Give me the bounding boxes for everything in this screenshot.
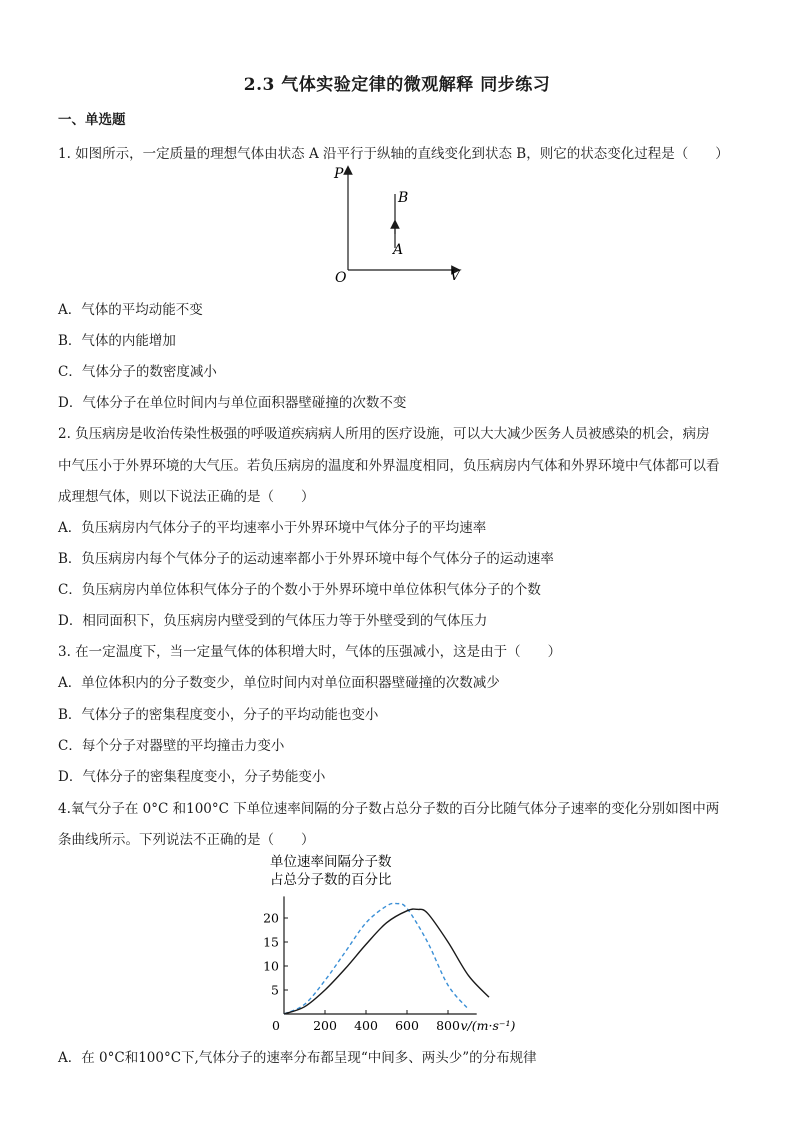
q4-option-a[interactable]: A．在 0°C和100°C下,气体分子的速率分布都呈现“中间多、两头少”的分布规律 (58, 1050, 537, 1066)
q1-stem: 1. 如图所示，一定质量的理想气体由状态 A 沿平行于纵轴的直线变化到状态 B，则它的状态变化过程是（ ） (58, 146, 729, 162)
y-tick-label-10: 10 (263, 958, 279, 974)
chart-title-line-1: 单位速率间隔分子数 (270, 854, 392, 870)
q3-option-d[interactable]: D．气体分子的密集程度变小，分子势能变小 (58, 769, 326, 785)
q1-option-a[interactable]: A．气体的平均动能不变 (58, 302, 203, 318)
q1-option-c[interactable]: C．气体分子的数密度减小 (58, 364, 217, 380)
q2-stem-line-3: 成理想气体，则以下说法正确的是（ ） (58, 489, 315, 505)
q2-option-a[interactable]: A．负压病房内气体分子的平均速率小于外界环境中气体分子的平均速率 (58, 520, 487, 536)
q1-option-b[interactable]: B．气体的内能增加 (58, 333, 176, 349)
q1-option-d[interactable]: D．气体分子在单位时间内与单位面积器壁碰撞的次数不变 (58, 395, 407, 411)
q2-option-c[interactable]: C．负压病房内单位体积气体分子的个数小于外界环境中单位体积气体分子的个数 (58, 582, 541, 598)
q2-stem-line-1: 2. 负压病房是收治传染性极强的呼吸道疾病病人所用的医疗设施，可以大大减少医务人员被感染的机会，病房 (58, 426, 710, 442)
q4-stem-line-2: 条曲线所示。下列说法不正确的是（ ） (58, 832, 315, 848)
y-tick-label-20: 20 (263, 910, 279, 926)
x-tick-label-600: 600 (395, 1018, 419, 1033)
series-line-100c (284, 909, 489, 1014)
x-tick-label-0: 0 (272, 1018, 280, 1033)
q2-stem-line-2: 中气压小于外界环境的大气压。若负压病房的温度和外界温度相同，负压病房内气体和外界环境中气体都可以看 (58, 458, 720, 474)
pv-label-o: O (335, 270, 347, 286)
x-tick-label-400: 400 (354, 1018, 378, 1033)
pv-label-v: V (450, 268, 461, 284)
chart-title-line-2: 占总分子数的百分比 (270, 872, 392, 888)
x-axis-label: v/(m·s⁻¹) (460, 1018, 516, 1033)
pv-label-b: B (398, 190, 409, 206)
x-tick-label-200: 200 (313, 1018, 337, 1033)
q2-option-d[interactable]: D．相同面积下，负压病房内壁受到的气体压力等于外壁受到的气体压力 (58, 613, 488, 629)
pv-diagram (320, 162, 470, 287)
y-tick-label-5: 5 (271, 982, 279, 998)
q2-option-b[interactable]: B．负压病房内每个气体分子的运动速率都小于外界环境中每个气体分子的运动速率 (58, 551, 554, 567)
x-tick-label-800: 800 (436, 1018, 460, 1033)
pv-label-a: A (393, 242, 404, 258)
q3-option-a[interactable]: A．单位体积内的分子数变少，单位时间内对单位面积器壁碰撞的次数减少 (58, 675, 500, 691)
y-tick-label-15: 15 (263, 934, 279, 950)
speed-distribution-chart (250, 850, 550, 1040)
q3-option-c[interactable]: C．每个分子对器壁的平均撞击力变小 (58, 738, 285, 754)
q3-stem: 3. 在一定温度下，当一定量气体的体积增大时，气体的压强减小，这是由于（ ） (58, 644, 562, 660)
section-heading: 一、单选题 (58, 112, 126, 128)
page-title: 2.3 气体实验定律的微观解释 同步练习 (243, 75, 551, 95)
q4-stem-line-1: 4.氧气分子在 0°C 和100°C 下单位速率间隔的分子数占总分子数的百分比随气体分子速率的变化分别如图中两 (58, 801, 720, 817)
q3-option-b[interactable]: B．气体分子的密集程度变小，分子的平均动能也变小 (58, 707, 379, 723)
pv-label-p: P (334, 166, 344, 182)
series-line-0c (284, 903, 469, 1014)
